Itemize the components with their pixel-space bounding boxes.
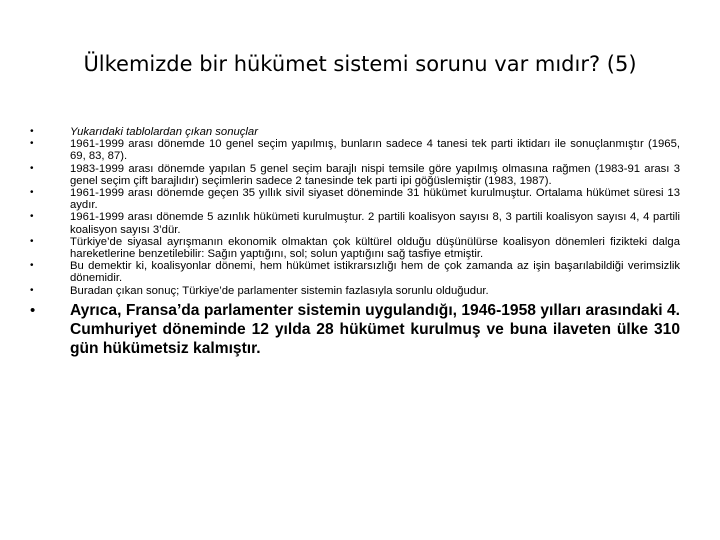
bullet-icon: • — [30, 187, 34, 199]
bullet-text: Ayrıca, Fransa’da parlamenter sistemin uygulandığı, 1946-1958 yılları arasındaki 4. Cumhuriyet döneminde 12 yılda 28 hükümet kurulmuş ve buna ilaveten ülke 310 gün hükümetsiz kalmıştır. — [70, 301, 680, 357]
bullet-icon: • — [30, 301, 36, 319]
bullet-text: Buradan çıkan sonuç; Türkiye’de parlamenter sistemin fazlasıyla sorunlu olduğudur. — [70, 284, 489, 297]
bullet-item-instability — [30, 260, 680, 284]
bullet-item-elections — [30, 138, 680, 162]
bullet-icon: • — [30, 126, 34, 137]
slide-title: Ülkemizde bir hükümet sistemi sorunu var mıdır? (5) — [83, 52, 637, 76]
bullet-icon: • — [30, 260, 34, 272]
bullet-item-results-heading — [30, 126, 680, 138]
bullet-item-threshold-elections — [30, 163, 680, 187]
bullet-text: Bu demektir ki, koalisyonlar dönemi, hem hükümet istikrarsızlığı hem de çok zamanda az işin başarılabildiği verimsizlik dönemidir. — [70, 260, 680, 285]
bullet-item-conclusion — [30, 285, 680, 297]
bullet-item-coalitions — [30, 211, 680, 235]
bullet-item-government-count — [30, 187, 680, 211]
slide-content — [30, 126, 680, 358]
bullet-item-france — [30, 301, 680, 358]
bullet-icon: • — [30, 138, 34, 150]
bullet-icon: • — [30, 284, 34, 296]
bullet-text: 1961-1999 arası dönemde 5 azınlık hükümeti kurulmuştur. 2 partili koalisyon sayısı 8, 3 partili koalisyon sayısı 4, 4 partili koalisyon sayısı 3’dür. — [70, 211, 680, 236]
bullet-text: 1961-1999 arası dönemde 10 genel seçim yapılmış, bunların sadece 4 tanesi tek parti iktidarı ile sonuçlanmıştır (1965, 69, 83, 87). — [70, 138, 680, 163]
bullet-item-cultural-divide — [30, 236, 680, 260]
bullet-text: Yukarıdaki tablolardan çıkan sonuçlar — [70, 126, 258, 138]
bullet-text: 1961-1999 arası dönemde geçen 35 yıllık sivil siyaset döneminde 31 hükümet kurulmuştur. Ortalama hükümet süresi 13 aydır. — [70, 187, 680, 212]
bullet-text: Türkiye’de siyasal ayrışmanın ekonomik olmaktan çok kültürel olduğu düşünülürse koalisyon dönemleri fizikteki dalga hareketlerine benzetilebilir: Sağın yaptığını, sol; solun yaptığını sağ tasfiye etmiştir. — [70, 235, 680, 261]
bullet-icon: • — [30, 235, 34, 247]
bullet-text: 1983-1999 arası dönemde yapılan 5 genel seçim barajlı nispi temsile göre yapılmış olmasına rağmen (1983-91 arası 3 genel seçim çift barajlıdır) seçimlerin sadece 2 tanesinde tek parti ipi göğüslemiştir (1983, 1987). — [70, 162, 680, 187]
bullet-icon: • — [30, 162, 34, 174]
bullet-icon: • — [30, 211, 34, 223]
